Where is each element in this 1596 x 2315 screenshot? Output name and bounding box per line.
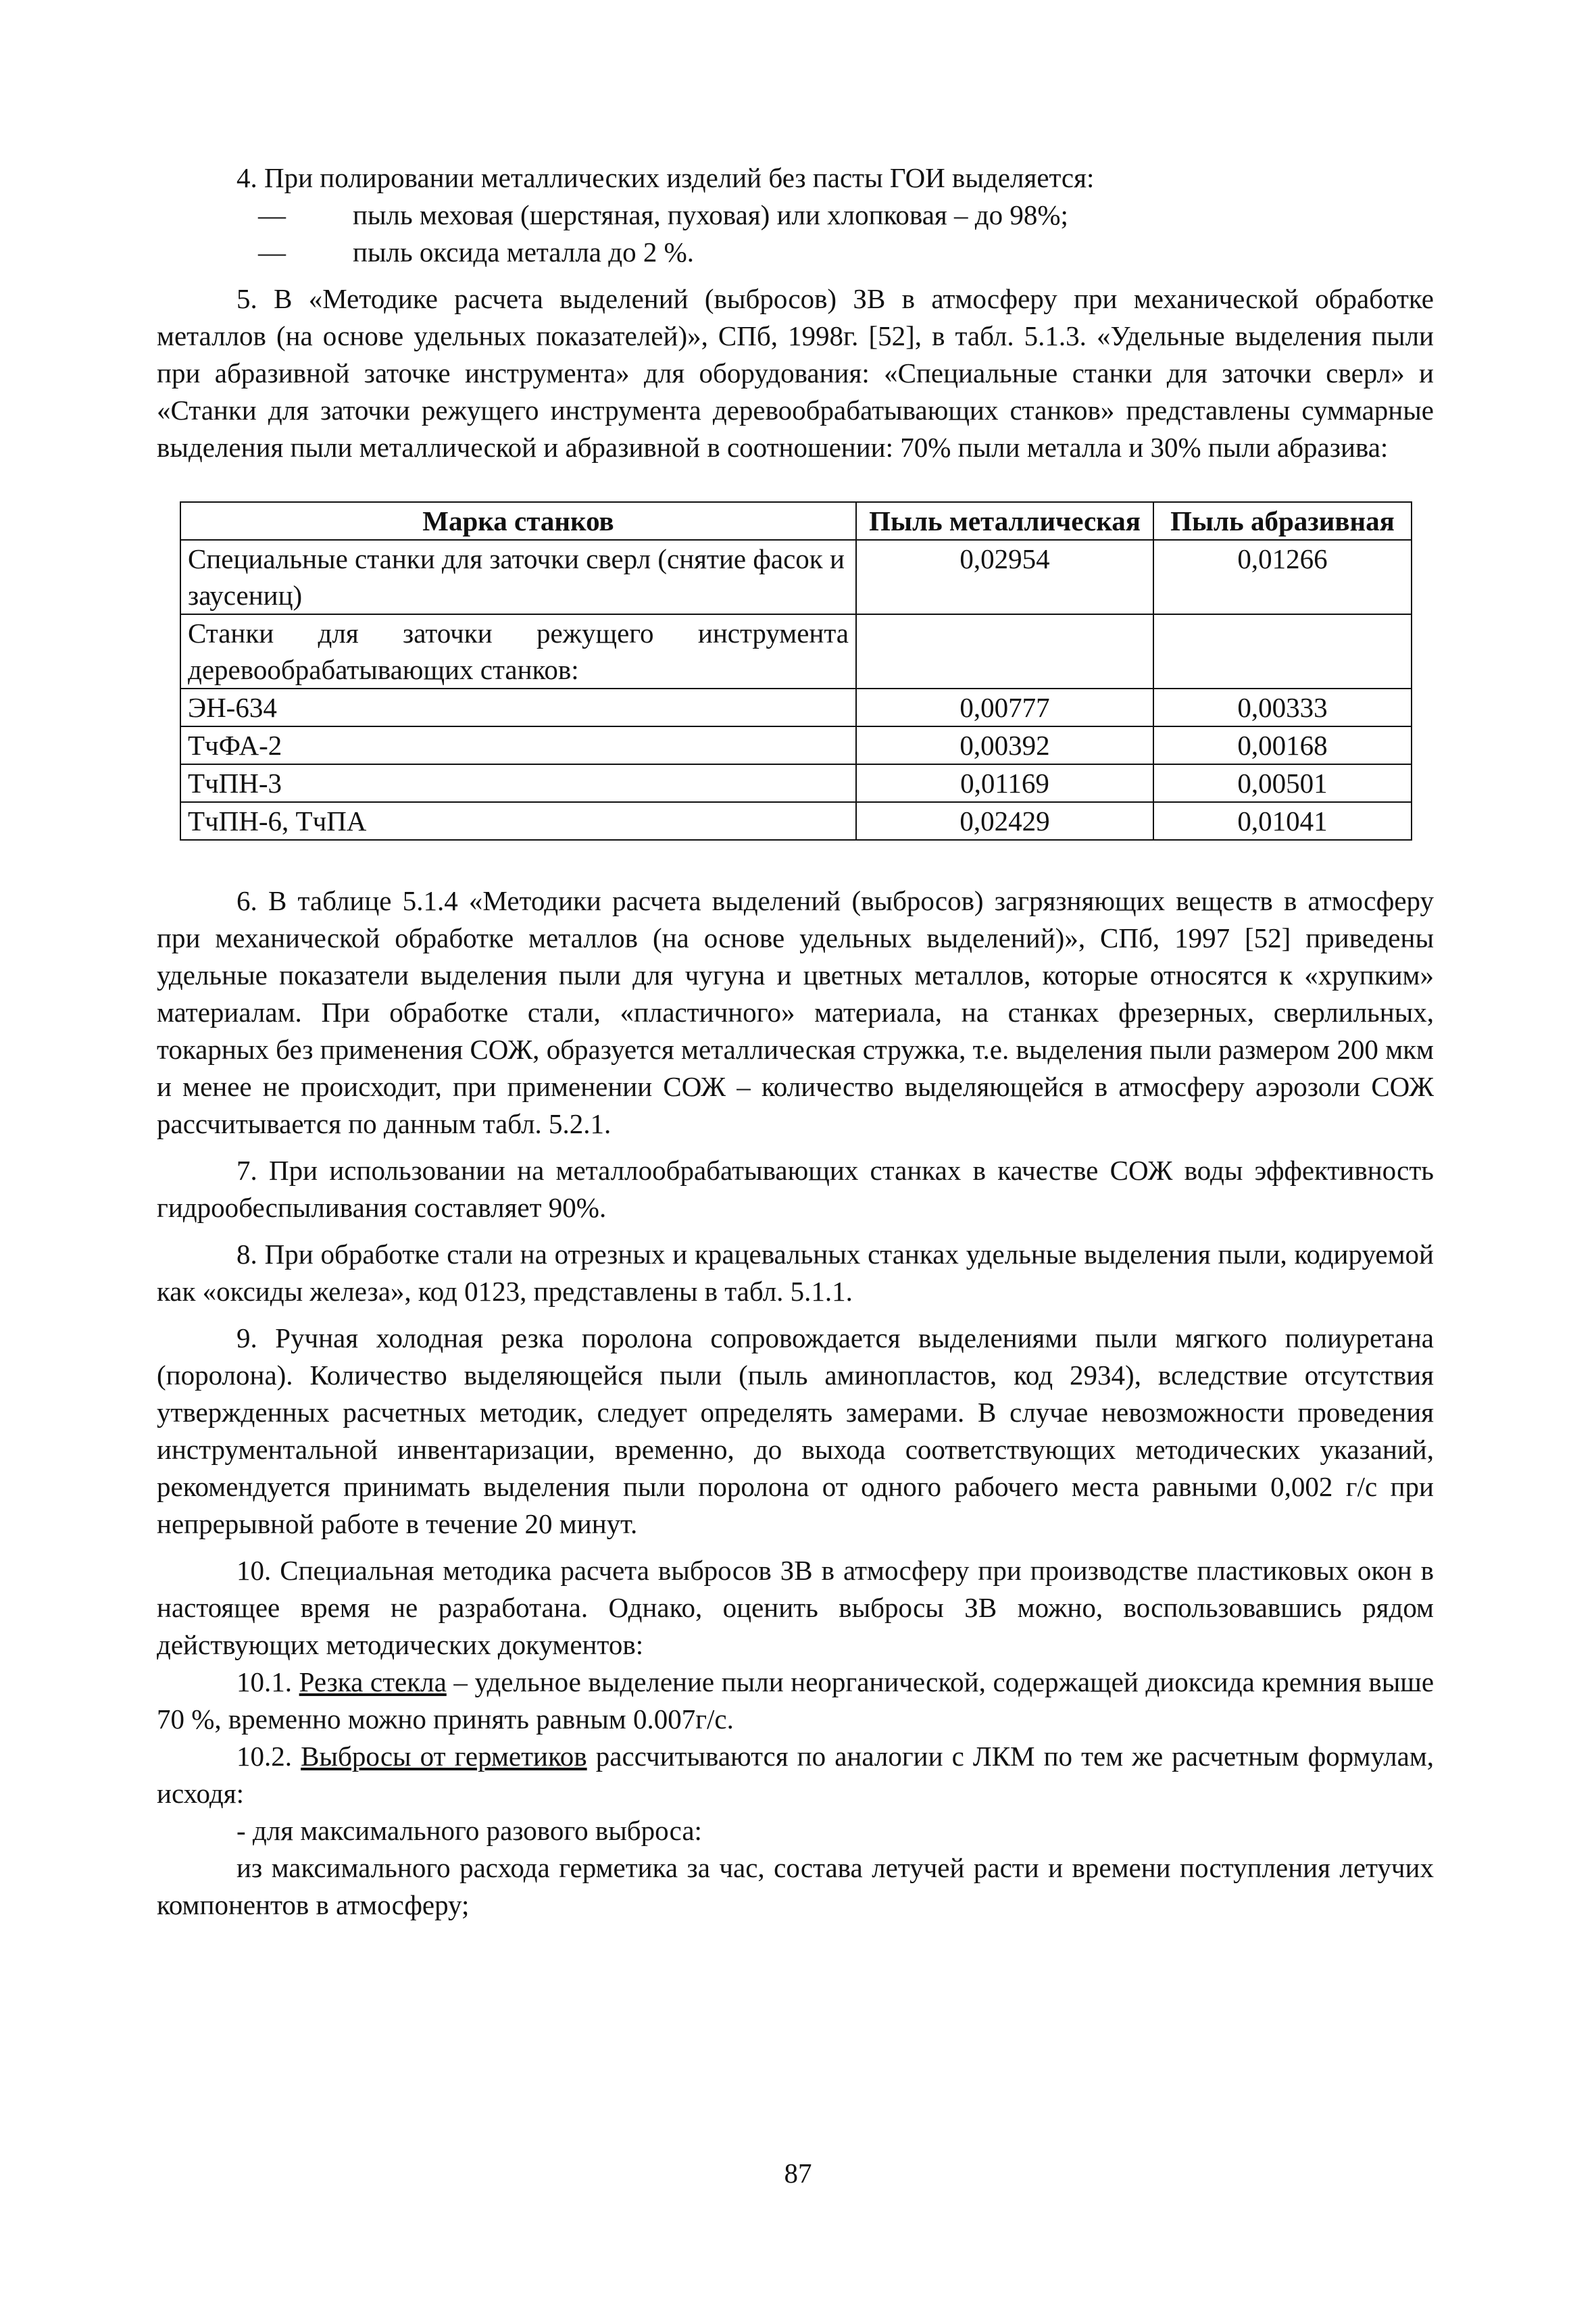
cell-metal-dust xyxy=(856,614,1153,689)
table-row xyxy=(180,726,1412,764)
item-6-paragraph: 6. В таблице 5.1.4 «Методики расчета выделений (выбросов) загрязняющих веществ в атмосферу при механической обработке металлов (на основе удельных выделений)», СПб, 1997 [52] приведены удельные показатели выделения пыли для чугуна и цветных металлов, которые относятся к «хрупким» материалам. При обработке стали, «пластичного» материала, на станках фрезерных, сверлильных, токарных без применения СОЖ, образуется металлическая стружка, т.е. выделения пыли размером 200 мкм и менее не происходит, при применении СОЖ – количество выделяющейся в атмосферу аэрозоли СОЖ рассчитывается по данным табл. 5.2.1. xyxy=(157,885,1434,1139)
table-row xyxy=(180,614,1412,689)
cell-abrasive-dust: 0,01041 xyxy=(1153,802,1412,840)
cell-metal-dust: 0,02954 xyxy=(856,540,1153,614)
cell-machine-brand: Станки для заточки режущего инструмента деревообрабатывающих станков: xyxy=(180,614,856,689)
item-10-1-title: Резка стекла xyxy=(299,1666,447,1697)
cell-abrasive-dust: 0,01266 xyxy=(1153,540,1412,614)
cell-metal-dust: 0,01169 xyxy=(856,764,1153,802)
cell-abrasive-dust xyxy=(1153,614,1412,689)
col-header-metal-dust: Пыль металлическая xyxy=(856,502,1153,540)
cell-machine-brand: ТчФА-2 xyxy=(180,726,856,764)
cell-machine-brand: ЭН-634 xyxy=(180,689,856,726)
dash-glyph: — xyxy=(258,237,286,268)
bullet-text: пыль оксида металла до 2 %. xyxy=(353,237,694,268)
item-10-paragraph: 10. Специальная методика расчета выбросов ЗВ в атмосферу при производстве пластиковых окон в настоящее время не разработана. Однако, оценить выбросы ЗВ можно, воспользовавшись рядом действующих методических документов: xyxy=(157,1555,1434,1660)
item-7-paragraph: 7. При использовании на металлообрабатывающих станках в качестве СОЖ воды эффективность гидрообеспыливания составляет 90%. xyxy=(157,1155,1434,1223)
dash-glyph: — xyxy=(258,199,286,230)
item-8-paragraph: 8. При обработке стали на отрезных и крацевальных станках удельные выделения пыли, кодируемой как «оксиды железа», код 0123, представлены в табл. 5.1.1. xyxy=(157,1239,1434,1307)
item-4-bullet-1 xyxy=(157,197,1434,234)
document-page xyxy=(157,159,1434,1924)
item-10-2-text: рассчитываются по аналогии с ЛКМ по тем же расчетным формулам, исходя: xyxy=(157,1741,1435,1809)
item-10-1-text: – удельное выделение пыли неорганической, содержащей диоксида кремния выше 70 %, временно можно принять равным 0.007г/с. xyxy=(157,1666,1435,1735)
table-row xyxy=(180,764,1412,802)
table-row xyxy=(180,689,1412,726)
item-4-bullet-2 xyxy=(157,234,1434,271)
page-number: 87 xyxy=(784,2158,812,2189)
item-10-2-title: Выбросы от герметиков xyxy=(301,1741,587,1772)
cell-abrasive-dust: 0,00501 xyxy=(1153,764,1412,802)
col-header-machine-brand: Марка станков xyxy=(180,502,856,540)
table-header-row xyxy=(180,502,1412,540)
dust-emission-table xyxy=(180,501,1412,841)
item-5-paragraph: 5. В «Методике расчета выделений (выбросов) ЗВ в атмосферу при механической обработке металлов (на основе удельных показателей)», СПб, 1998г. [52], в табл. 5.1.3. «Удельные выделения пыли при абразивной заточке инструмента» для оборудования: «Специальные станки для заточки сверл» и «Станки для заточки режущего инструмента деревообрабатывающих станков» представлены суммарные выделения пыли металлической и абразивной в соотношении: 70% пыли металла и 30% пыли абразива: xyxy=(157,283,1434,463)
item-10-1-number: 10.1. xyxy=(236,1666,299,1697)
cell-abrasive-dust: 0,00168 xyxy=(1153,726,1412,764)
cell-machine-brand: ТчПН-6, ТчПА xyxy=(180,802,856,840)
max-emission-line: - для максимального разового выброса: xyxy=(236,1815,702,1846)
item-10-2-paragraph xyxy=(157,1738,1434,1812)
bullet-text: пыль меховая (шерстяная, пуховая) или хлопковая – до 98%; xyxy=(353,199,1068,230)
col-header-abrasive-dust: Пыль абразивная xyxy=(1153,502,1412,540)
item-4-heading: 4. При полировании металлических изделий без пасты ГОИ выделяется: xyxy=(236,162,1095,193)
table-row xyxy=(180,540,1412,614)
cell-abrasive-dust: 0,00333 xyxy=(1153,689,1412,726)
cell-machine-brand: ТчПН-3 xyxy=(180,764,856,802)
item-9-paragraph: 9. Ручная холодная резка поролона сопровождается выделениями пыли мягкого полиуретана (поролона). Количество выделяющейся пыли (пыль аминопластов, код 2934), вследствие отсутствия утвержденных расчетных методик, следует определять замерами. В случае невозможности проведения инструментальной инвентаризации, временно, до выхода соответствующих методических указаний, рекомендуется принимать выделения пыли поролона от одного рабочего места равными 0,002 г/с при непрерывной работе в течение 20 минут. xyxy=(157,1322,1434,1539)
table-row xyxy=(180,802,1412,840)
cell-metal-dust: 0,00392 xyxy=(856,726,1153,764)
cell-metal-dust: 0,02429 xyxy=(856,802,1153,840)
cell-metal-dust: 0,00777 xyxy=(856,689,1153,726)
item-10-1-paragraph xyxy=(157,1664,1434,1738)
item-10-2-number: 10.2. xyxy=(236,1741,301,1772)
cell-machine-brand: Специальные станки для заточки сверл (снятие фасок и заусениц) xyxy=(180,540,856,614)
final-paragraph: из максимального расхода герметика за час, состава летучей расти и времени поступления летучих компонентов в атмосферу; xyxy=(157,1852,1434,1920)
